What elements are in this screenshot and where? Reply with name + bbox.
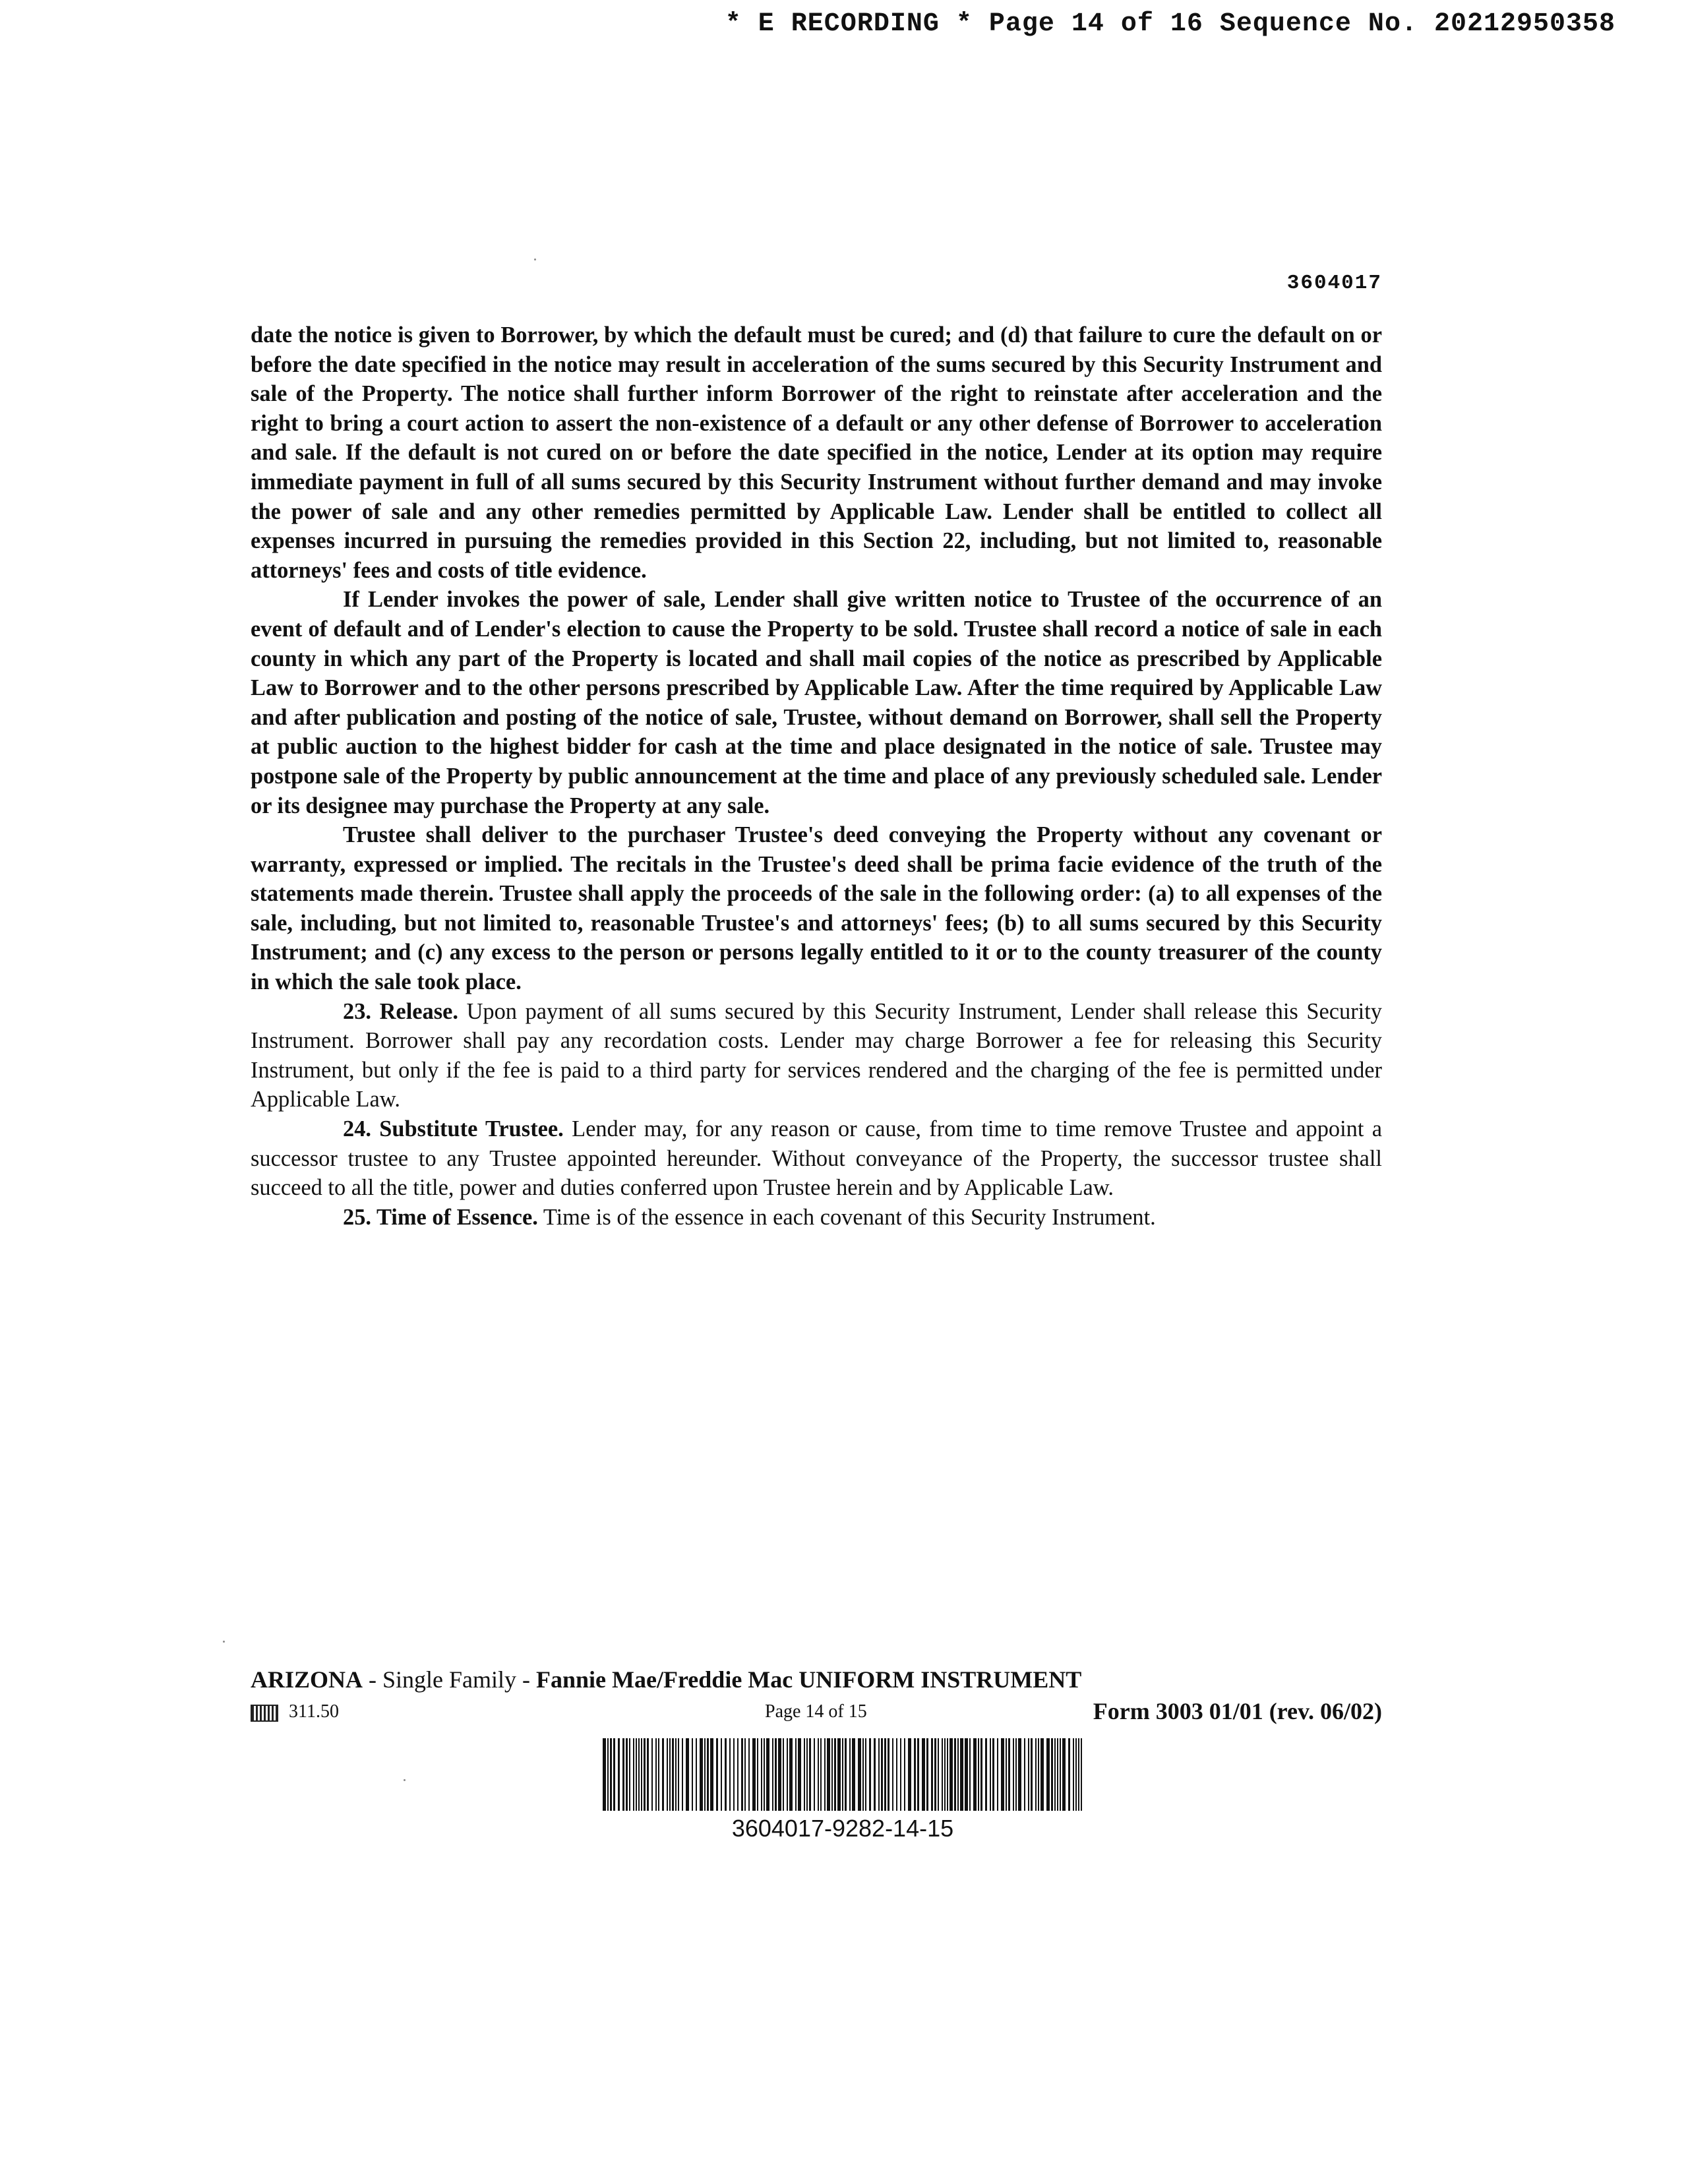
loan-number: 3604017 [1286,272,1382,295]
footer-code [251,1701,339,1722]
footer-code-text: 311.50 [289,1701,339,1722]
document-body [251,320,1382,1232]
barcode-number: 3604017-9282-14-15 [731,1815,954,1842]
section-25-text: Time is of the essence in each covenant of this Security Instrument. [543,1204,1156,1230]
footer-form-number: Form 3003 01/01 (rev. 06/02) [1093,1698,1382,1724]
footer-instrument: Fannie Mae/Freddie Mac UNIFORM INSTRUMENT [536,1666,1082,1693]
footer-form-line [251,1697,1382,1726]
paragraph-section-22-continued: date the notice is given to Borrower, by which the default must be cured; and (d) that failure to cure the default on or before the date specified in the notice may result in acceleration of the sums secured by this Security Instrument and sale of the Property. The notice shall further inform Borrower of the right to reinstate after acceleration and the right to bring a court action to assert the non-existence of a default or any other defense of Borrower to acceleration and sale. If the default is not cured on or before the date specified in the notice, Lender at its option may require immediate payment in full of all sums secured by this Security Instrument without further demand and may invoke the power of sale and any other remedies permitted by Applicable Law. Lender shall be entitled to collect all expenses incurred in pursuing the remedies provided in this Section 22, including, but not limited to, reasonable attorneys' fees and costs of title evidence. [251,322,1382,583]
section-23-text: Upon payment of all sums secured by this Security Instrument, Lender shall release this Security Instrument. Borrower shall pay any recordation costs. Lender may charge Borrower a fee for releasing this Security Instrument, but only if the fee is paid to a third party for services rendered and the charging of the fee is permitted under Applicable Law. [251,998,1382,1112]
section-23-heading: 23. Release. [343,998,458,1024]
footer-state: ARIZONA [251,1666,363,1693]
barcode-image [601,1738,1084,1811]
footer-separator: - Single Family - [363,1666,537,1693]
paragraph-power-of-sale: If Lender invokes the power of sale, Lender shall give written notice to Trustee of the occurrence of an event of default and of Lender's election to cause the Property to be sold. Trustee shall record a notice of sale in each county in which any part of the Property is located and shall mail copies of the notice as prescribed by Applicable Law to Borrower and to the other persons prescribed by Applicable Law. After the time required by Applicable Law and after publication and posting of the notice of sale, Trustee, without demand on Borrower, shall sell the Property at public auction to the highest bidder for cash at the time and place designated in the notice of sale. Trustee may postpone sale of the Property by public announcement at the time and place of any previously scheduled sale. Lender or its designee may purchase the Property at any sale. [251,587,1382,818]
scan-speck [404,1779,406,1781]
footer-instrument-line [251,1666,1081,1693]
scan-speck [223,1641,225,1643]
section-25-time-of-essence [251,1203,1382,1232]
footer-page-number: Page 14 of 15 [765,1701,867,1722]
section-24-text: Lender may, for any reason or cause, from time to time remove Trustee and appoint a successor trustee to any Trustee appointed hereunder. Without conveyance of the Property, the successor trustee shall succeed to all the title, power and duties conferred upon Trustee herein and by Applicable Law. [251,1116,1382,1201]
paragraph-trustee-deed: Trustee shall deliver to the purchaser Trustee's deed conveying the Property without any covenant or warranty, expressed or implied. The recitals in the Trustee's deed shall be prima facie evidence of the truth of the statements made therein. Trustee shall apply the proceeds of the sale in the following order: (a) to all expenses of the sale, including, but not limited to, reasonable Trustee's and attorneys' fees; (b) to all sums secured by this Security Instrument; and (c) any excess to the person or persons legally entitled to it or to the county treasurer of the county in which the sale took place. [251,822,1382,995]
section-23-release [251,997,1382,1114]
section-25-heading: 25. Time of Essence. [343,1204,538,1230]
section-24-heading: 24. Substitute Trustee. [343,1116,564,1142]
ellie-mae-logo-icon [251,1705,278,1722]
scan-speck [534,258,536,260]
recording-header: * E RECORDING * Page 14 of 16 Sequence No. 20212950358 [725,9,1615,39]
section-24-substitute-trustee [251,1114,1382,1203]
